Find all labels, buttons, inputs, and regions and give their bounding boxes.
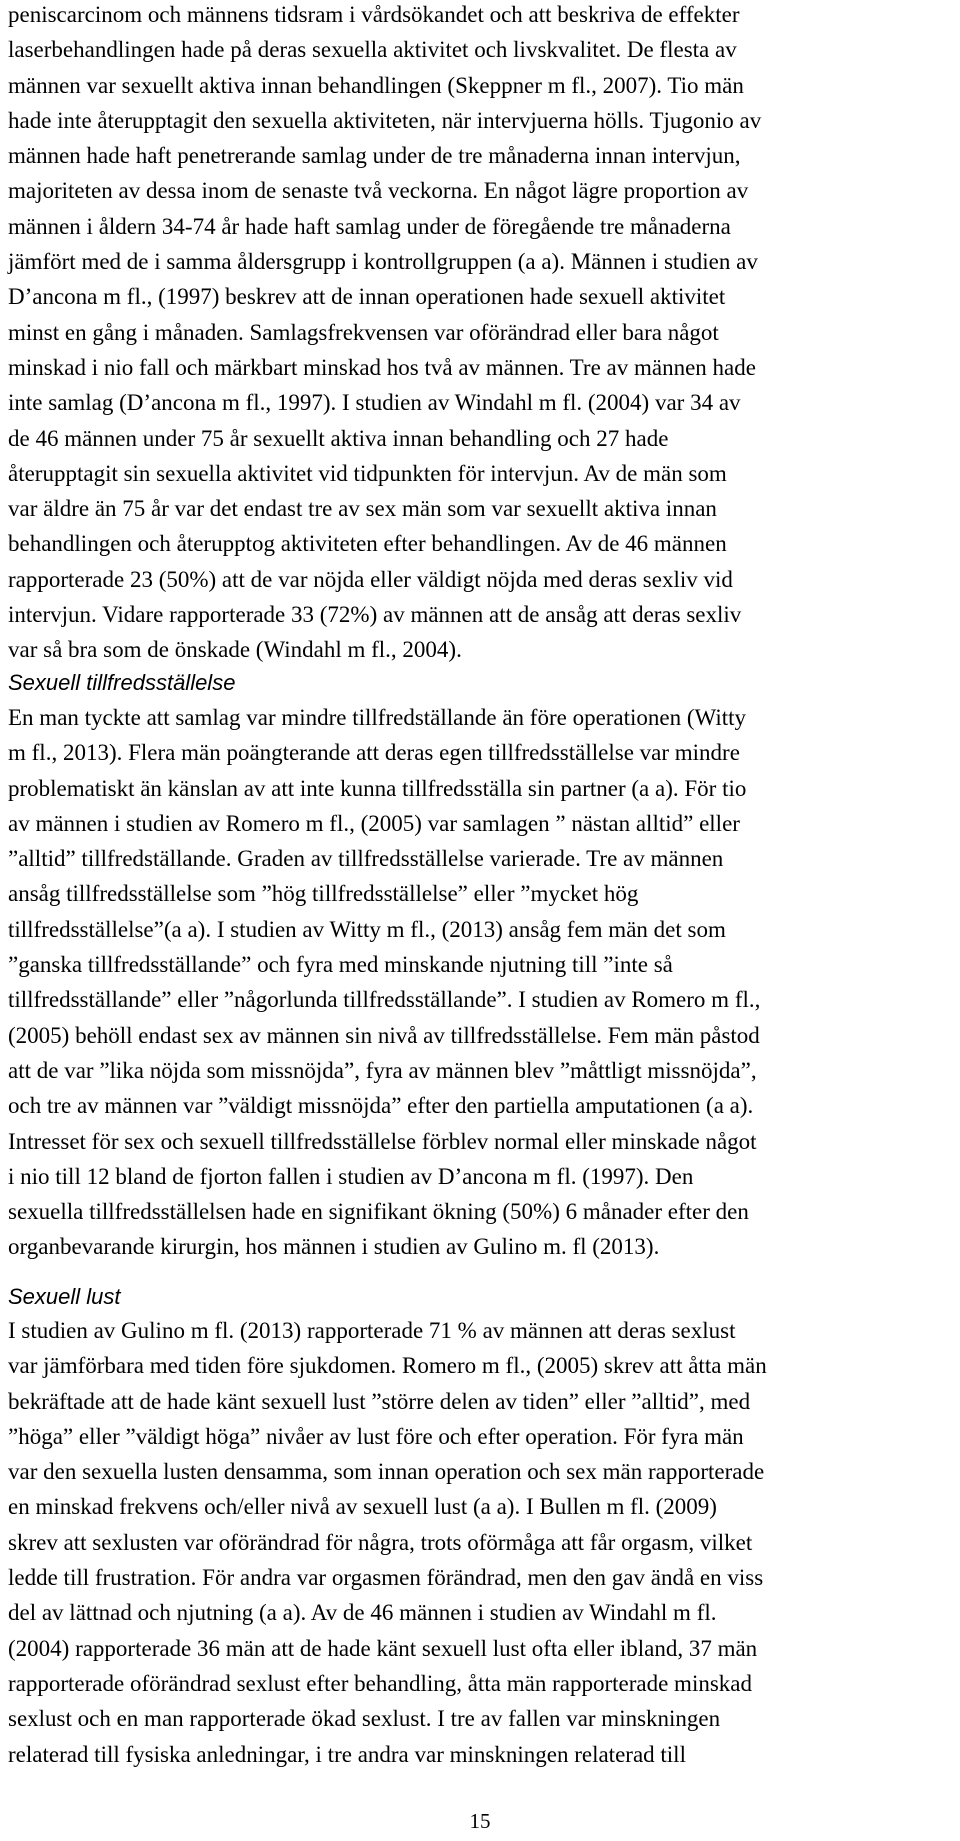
text-line: minst en gång i månaden. Samlagsfrekvensen var oförändrad eller bara något [8, 319, 719, 345]
text-line: I studien av Gulino m fl. (2013) rapporterade 71 % av männen att deras sexlust [8, 1318, 736, 1343]
text-line: var den sexuella lusten densamma, som innan operation och sex män rapporterade [8, 1459, 765, 1485]
text-line: var jämförbara med tiden före sjukdomen. Romero m fl., (2005) skrev att åtta män [8, 1353, 767, 1379]
text-line: laserbehandlingen hade på deras sexuella aktivitet och livskvalitet. De flesta av [8, 37, 737, 63]
text-line: En man tyckte att samlag var mindre tillfredställande än före operationen (Witty [8, 705, 746, 730]
paragraph-sexual-desire [8, 1313, 948, 1772]
text-line: ”alltid” tillfredställande. Graden av tillfredsställelse varierade. Tre av männen [8, 846, 724, 872]
text-line: var äldre än 75 år var det endast tre av sex män som var sexuellt aktiva innan [8, 496, 717, 522]
text-line: tillfredsställelse”(a a). I studien av Witty m fl., (2013) ansåg fem män det som [8, 916, 726, 942]
text-line: m fl., 2013). Flera män poängterande att deras egen tillfredsställelse var mindre [8, 740, 740, 766]
text-line: Intresset för sex och sexuell tillfredsställelse förblev normal eller minskade något [8, 1128, 757, 1154]
text-line: behandlingen och återupptog aktiviteten efter behandlingen. Av de 46 männen [8, 531, 727, 557]
text-line: bekräftade att de hade känt sexuell lust ”större delen av tiden” eller ”alltid”, med [8, 1388, 751, 1414]
text-line: skrev att sexlusten var oförändrad för några, trots oförmåga att får orgasm, vilket [8, 1529, 753, 1555]
text-line: tillfredsställande” eller ”någorlunda tillfredsställande”. I studien av Romero m fl., [8, 987, 761, 1013]
text-line: rapporterade oförändrad sexlust efter behandling, åtta män rapporterade minskad [8, 1670, 752, 1696]
text-line: männen hade haft penetrerande samlag under de tre månaderna innan intervjun, [8, 143, 741, 169]
text-line: hade inte återupptagit den sexuella aktiviteten, när intervjuerna hölls. Tjugonio av [8, 107, 762, 133]
text-line: peniscarcinom och männens tidsram i vårdsökandet och att beskriva de effekter [8, 2, 740, 27]
text-line: en minskad frekvens och/eller nivå av sexuell lust (a a). I Bullen m fl. (2009) [8, 1494, 717, 1520]
paragraph-sexual-activity [8, 0, 948, 668]
section-heading-satisfaction: Sexuell tillfredsställelse [8, 670, 236, 695]
text-line: de 46 männen under 75 år sexuellt aktiva innan behandling och 27 hade [8, 425, 669, 451]
text-line: problematiskt än känslan av att inte kunna tillfredsställa sin partner (a a). För tio [8, 775, 747, 801]
text-line: minskad i nio fall och märkbart minskad hos två av männen. Tre av männen hade [8, 354, 756, 380]
text-line: majoriteten av dessa inom de senaste två veckorna. En något lägre proportion av [8, 178, 749, 204]
text-line: inte samlag (D’ancona m fl., 1997). I studien av Windahl m fl. (2004) var 34 av [8, 390, 741, 416]
text-line: återupptagit sin sexuella aktivitet vid tidpunkten för intervjun. Av de män som [8, 460, 727, 486]
text-line: sexuella tillfredsställelsen hade en signifikant ökning (50%) 6 månader efter den [8, 1199, 749, 1225]
text-line: rapporterade 23 (50%) att de var nöjda eller väldigt nöjda med deras sexliv vid [8, 566, 733, 592]
text-line: relaterad till fysiska anledningar, i tre andra var minskningen relaterad till [8, 1741, 686, 1767]
text-line: männen var sexuellt aktiva innan behandlingen (Skeppner m fl., 2007). Tio män [8, 72, 744, 98]
text-line: var så bra som de önskade (Windahl m fl., 2004). [8, 637, 462, 663]
text-line: (2004) rapporterade 36 män att de hade känt sexuell lust ofta eller ibland, 37 män [8, 1635, 758, 1661]
text-line: organbevarande kirurgin, hos männen i studien av Gulino m. fl (2013). [8, 1234, 660, 1260]
text-line: jämfört med de i samma åldersgrupp i kontrollgruppen (a a). Männen i studien av [8, 249, 758, 275]
text-line: ”höga” eller ”väldigt höga” nivåer av lust före och efter operation. För fyra män [8, 1423, 744, 1449]
text-line: sexlust och en man rapporterade ökad sexlust. I tre av fallen var minskningen [8, 1706, 721, 1732]
text-line: och tre av männen var ”väldigt missnöjda” efter den partiella amputationen (a a). [8, 1093, 754, 1119]
text-line: D’ancona m fl., (1997) beskrev att de innan operationen hade sexuell aktivitet [8, 284, 726, 310]
text-line: av männen i studien av Romero m fl., (2005) var samlagen ” nästan alltid” eller [8, 810, 740, 836]
text-line: männen i åldern 34-74 år hade haft samlag under de föregående tre månaderna [8, 213, 731, 239]
page-number: 15 [469, 1809, 491, 1833]
text-line: i nio till 12 bland de fjorton fallen i studien av D’ancona m fl. (1997). Den [8, 1163, 694, 1189]
text-line: ansåg tillfredsställelse som ”hög tillfredsställelse” eller ”mycket hög [8, 881, 639, 907]
text-line: ”ganska tillfredsställande” och fyra med minskande njutning till ”inte så [8, 952, 673, 978]
paragraph-sexual-satisfaction [8, 700, 948, 1265]
text-line: (2005) behöll endast sex av männen sin nivå av tillfredsställelse. Fem män påstod [8, 1022, 760, 1048]
text-line: ledde till frustration. För andra var orgasmen förändrad, men den gav ändå en viss [8, 1565, 764, 1591]
text-line: att de var ”lika nöjda som missnöjda”, fyra av männen blev ”måttligt missnöjda”, [8, 1057, 757, 1083]
text-line: intervjun. Vidare rapporterade 33 (72%) av männen att de ansåg att deras sexliv [8, 602, 742, 628]
section-heading-desire: Sexuell lust [8, 1284, 121, 1309]
text-line: del av lättnad och njutning (a a). Av de 46 männen i studien av Windahl m fl. [8, 1600, 717, 1626]
